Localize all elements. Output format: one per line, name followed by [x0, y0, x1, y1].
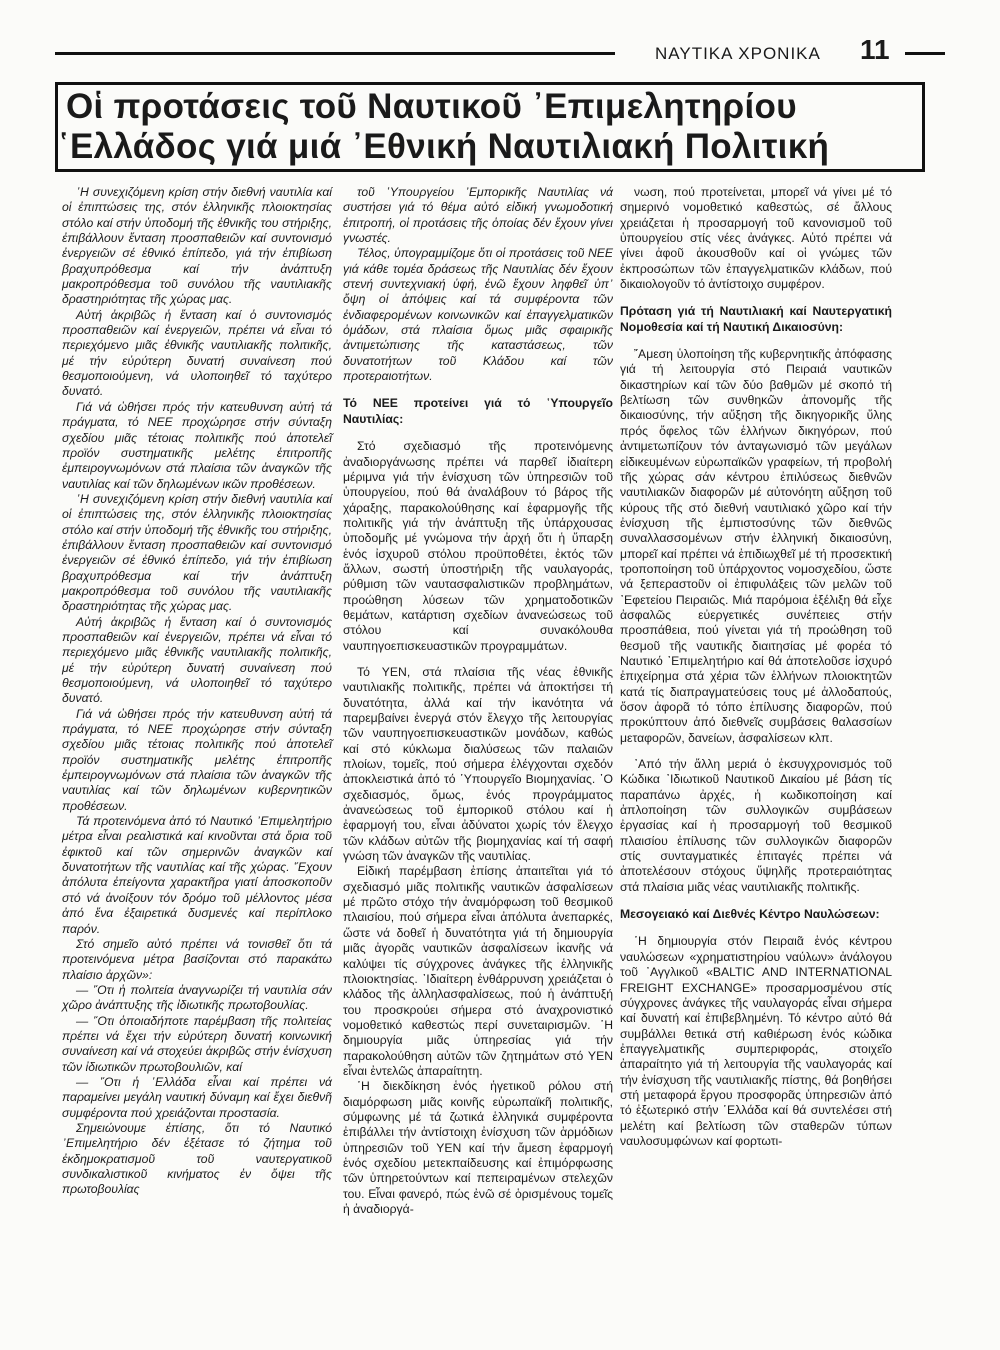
section-heading: Μεσογειακό καί Διεθνές Κέντρο Ναυλώσεων:	[620, 907, 880, 922]
paragraph: ῾Η συνεχιζόμενη κρίση στήν διεθνή ναυτιλία καί οἱ ἐπιπτώσεις της, στόν ἑλληνικῆς πλοιοκτησίας στόλο καί στήν ὑποδομή τῆς ἐθνικῆς του στήριξης, ἐπιβάλλουν ἔνταση προσπαθειῶν καί συντονισμό ἐνεργειῶν σέ ἐθνικό ἐπίπεδο, γιά τήν ἐπιβίωση βραχυπρόθεσμα καί τήν ἀνάπτυξη μακροπρόθεσμα τοῦ συνόλου τῆς ναυτιλιακῆς δραστηριότητας τῆς χώρας μας.	[62, 185, 332, 307]
headline-line-1: Οἱ προτάσεις τοῦ Ναυτικοῦ ᾿Επιμελητηρίου	[66, 87, 797, 126]
masthead-rule	[55, 52, 615, 55]
list-item: — ῞Οτι ὁποιαδήποτε παρέμβαση τῆς πολιτείας πρέπει νά ἔχει τήν εὐρύτερη δυνατή κοινωνική συναίνεση καί νά στοχεύει ἀκριβῶς στήν ἐνίσχυση τῶν ἰδιωτικῶν πρωτοβουλιῶν, καί	[62, 1013, 332, 1074]
paragraph: ῾Η διεκδίκηση ἑνός ἡγετικοῦ ρόλου στή διαμόρφωση μιᾶς κοινῆς εὐρωπαϊκῆ πολιτικῆς, σύμφωνης μέ τά ζωτικά ἑλληνικά συμφέροντα ἐπιβάλλει τήν ἀντίστοιχη ἐνίσχυση τῶν ἁρμόδιων ὑπηρεσιῶν τοῦ ΥΕΝ καί τήν ἄμεση ἐφαρμογή ἑνός σχεδίου μετεκπαίδευσης καί ἐπιμόρφωσης τῶν ὑπηρετούντων καί πεπειραμένων στελεχῶν του. Εἶναι φανερό, πώς ἐνῶ σέ ὁρισμένους τομεῖς ἡ ἀναδιοργά-	[343, 1079, 613, 1216]
paragraph: Σημειώνουμε ἐπίσης, ὅτι τό Ναυτικό ᾿Επιμελητήριο δέν ἐξέτασε τό ζήτημα τοῦ ἐκδημοκρατισμοῦ τοῦ ναυτεργατικοῦ συνδικαλιστικοῦ κινήματος ἐν ὄψει τῆς πρωτοβουλίας	[62, 1120, 332, 1197]
paragraph: Τό ΥΕΝ, στά πλαίσια τῆς νέας ἐθνικῆς ναυτιλιακῆς πολιτικῆς, πρέπει νά ἀποκτήσει τή δυνατότητα, ἀλλά καί τήν ἱκανότητα νά παρεμβαίνει ἐνεργά στόν ἔλεγχο τῆς λειτουργίας τῶν ναυπηγοεπισκευαστικῶν μονάδων, καθώς καί στό κύκλωμα διαλύσεως τῶν παλαιῶν πλοίων, τομεῖς, πού σήμερα ἐλέγχονται σχεδόν ἀποκλειστικά ἀπό τό ῾Υπουργεῖο Βιομηχανίας. ῾Ο σχεδιασμός, ὅμως, ἑνός προγράμματος ἀνανεώσεως τοῦ ἐμπορικοῦ στόλου καί ἡ ἐφαρμογή του, εἶναι ἀδύνατοι χωρίς τόν ἔλεγχο τῶν κλάδων αὐτῶν τῆς βιομηχανίας καί τή σαφή γνώση τῶν ἀναγκῶν τῆς ναυτιλίας.	[343, 664, 613, 864]
paragraph: Στό σχεδιασμό τῆς προτεινόμενης ἀναδιοργάνωσης πρέπει νά παρθεῖ ἰδιαίτερη μέριμνα γιά τήν ἐνίσχυση τῶν ὑπηρεσιῶν τοῦ ὑπουργείου, πού θά ἀναλάβουν τό βάρος τῆς χάραξης, παρακολούθησης καί ἐφαρμογῆς τῆς πολιτικῆς γιά τήν ἀνάπτυξη τῆς ὑπάρχουσας ὑποδομῆς μέ γνώμονα τήν ἀρχή ὅτι ἡ ὕπαρξη ἑνός ἰσχυροῦ στόλου προϋποθέτει, ἐκτός τῶν ἄλλων, σωστή ὑποστήριξη τῆς ναυλαγοράς, ρύθμιση τῶν ναυτασφαλιστικῶν προβλημάτων, προώθηση λύσεων τῶν χρηματοδοτικῶν θεμάτων, κατάρτιση σχεδίων ἀνανεώσεως τοῦ στόλου καί συνακόλουθα ναυπηγοεπισκευαστικῶν προγραμμάτων.	[343, 439, 613, 653]
paragraph: Αὐτή ἀκριβῶς ἡ ἔνταση καί ὁ συντονισμός προσπαθειῶν καί ἐνεργειῶν, πρέπει νά εἶναι τό περιεχόμενο μιᾶς ἐθνικῆς ναυτιλιακῆς πολιτικῆς, μέ τήν εὐρύτερη δυνατή συναίνεση πού θεσμοποιούμενη, νά υλοποιηθεῖ τό ταχύτερο δυνατό.	[62, 307, 332, 399]
headline-box	[55, 82, 925, 172]
column-3	[620, 185, 892, 1149]
masthead	[55, 34, 945, 70]
paragraph: Τέλος, ὑπογραμμίζομε ὅτι οἱ προτάσεις τοῦ ΝΕΕ γιά κάθε τομέα δράσεως τῆς Ναυτιλίας δέν ἔχουν στενή συντεχνιακή ὑφή, ἐνῶ ἔχουν ληφθεῖ ὑπ᾿ ὄψη οἱ ἀπόψεις καί τά συμφέροντα τῶν ἐνδιαφερομένων κοινωνικῶν καί ἐπαγγελματικῶν ὁμάδων, στά πλαίσια ὅμως μιᾶς σφαιρικῆς ἀντιμετώπισης τῆς καταστάσεως, τῶν δυνατοτήτων τοῦ Κλάδου καί τῶν προτεραιοτήτων.	[343, 246, 613, 384]
paragraph: ῾Η συνεχιζόμενη κρίση στήν διεθνή ναυτιλία καί οἱ ἐπιπτώσεις της, στόν ἑλληνικῆς πλοιοκτησίας στόλο καί στήν ὑποδομή τῆς ἐθνικῆς του στήριξης, ἐπιβάλλουν ἔνταση προσπαθειῶν καί συντονισμό ἐνεργειῶν σέ ἐθνικό ἐπίπεδο, γιά τήν ἐπιβίωση βραχυπρόθεσμα καί τήν ἀνάπτυξη μακροπρόθεσμα τοῦ συνόλου τῆς ναυτιλιακῆς δραστηριότητας τῆς χώρας μας.	[62, 491, 332, 614]
paragraph: Γιά νά ὠθήσει πρός τήν κατευθυνση αὐτή τά πράγματα, τό ΝΕΕ προχώρησε στήν σύνταξη σχεδίου μιᾶς τέτοιας πολιτικῆς πού ἀποτελεῖ προϊόν συστηματικῆς μελέτης ἐπιτροπῆς ἐμπειρογνωμόνων στά πλαίσια τῶν ἀναγκῶν τῆς ναυτιλίας καί τῶν δηλωμένων ικῶν προθέσεων.	[62, 399, 332, 491]
paragraph: ῎Αμεση ὑλοποίηση τῆς κυβερνητικῆς ἀπόφασης γιά τή λειτουργία στό Πειραιά ναυτικῶν δικαστηρίων καί τῶν δύο βαθμῶν μέ σκοπό τή βελτίωση τῶν συνθηκῶν ἀπονομῆς τῆς δικαιοσύνης, τήν αὔξηση τῆς δικηγορικῆς ὕλης πρός ὄφελος τῶν ἑλλήνων δικηγόρων, πού ἀντιμετωπίζουν τόν ἀνταγωνισμό τῶν μεγάλων εἰδικευμένων εὐρωπαϊκῶν γραφείων, τή προβολή τῆς χώρας σάν κέντρου ἐπιλύσεως διεθνῶν ναυτιλιακῶν διαφορῶν μέ αὐτονόητη αὔξηση τοῦ κύρους τῆς στό διεθνή ναυτιλιακό χῶρο καί τήν ἐνίσχυση τῆς ἐμπιστοσύνης τῶν διεθνῶς συναλλασσομένων στήν ἑλληνική δικαιοσύνη, μπορεῖ καί πρέπει νά ἐπιδιωχθεῖ μέ τή προσεκτική τροποποίηση τοῦ ὑπάρχοντος νομοσχεδίου, ὥστε νά ξεπεραστοῦν οἱ ἐπιφυλάξεις τῶν μελῶν τοῦ ᾿Εφετείου Πειραιῶς. Μιά παρόμοια ἐξέλιξη θά εἶχε ἀσφαλῶς εὐεργετικές συνέπειες στήν προσπάθεια, πού γίνεται γιά τή προώθηση τοῦ θεσμοῦ τῆς ναυτικῆς διαιτησίας μέ φορέα τό Ναυτικό ᾿Επιμελητήριο καί θά ἀποτελοῦσε ἰσχυρό ἐπιχείρημα στά χέρια τῶν ἑλλήνων πλοιοκτητῶν κατά τίς διαπραγματεύσεις τους μέ ἀλλοδαπούς, ὅσον ἀφορᾶ τό τόπο ἐπίλυσης διαφορῶν, πού προκύπτουν ἀπό διεθνεῖς συμβάσεις θαλασσίων μεταφορῶν, δανείων, ἀσφαλίσεων κλπ.	[620, 347, 892, 745]
section-heading: Πρόταση γιά τή Ναυτιλιακή καί Ναυτεργατική Νομοθεσία καί τή Ναυτική Δικαιοσύνη:	[620, 304, 892, 334]
section-heading: Τό ΝΕΕ προτείνει γιά τό ῾Υπουργεῖο Ναυτιλίας:	[343, 396, 613, 426]
headline-line-2: ῾Ελλάδος γιά μιά ᾿Εθνική Ναυτιλιακή Πολιτική	[58, 127, 830, 166]
paragraph: τοῦ ῾Υπουργείου ᾿Εμπορικῆς Ναυτιλίας νά συστήσει γιά τό θέμα αὐτό εἰδική γνωμοδοτική ἐπιτροπή, οἱ προτάσεις τῆς ὁποίας δέν ἔχουν γίνει γνωστές.	[343, 185, 613, 246]
paragraph: ῾Η δημιουργία στόν Πειραιᾶ ἑνός κέντρου ναυλώσεων «χρηματιστηρίου ναύλων» ἀνάλογου τοῦ ᾿Αγγλικοῦ «BALTIC AND INTERNATIONAL FREIGHT EXCHANGE» προσαρμοσμένου στίς σύγχρονες ἀνάγκες τῆς ναυλαγοράς εἶναι σήμερα καί δυνατή καί ἐπιβεβλημένη. Τό κέντρο αὐτό θά συμβάλλει θετικά στή καθιέρωση ἑνός κώδικα ἐπαγγελματικῆς συμπεριφοράς, στοιχεῖο ἀπαραίτητο γιά τή λειτουργία τῆς ναυλαγοράς καί τήν ἐνίσχυση τῆς ναυτιλιακῆς πίστης, θά βοηθήσει στή μεταφορά ἔργου προσφορᾶς ὑπηρεσιῶν ἀπό τό ἐξωτερικό στήν ῾Ελλάδα καί θά συντελέσει στή μελέτη καί βελτίωση τῶν σταθερῶν τύπων ναυλοσυμφώνων καί φορτωτι-	[620, 934, 892, 1148]
paragraph: Αὐτή ἀκριβῶς ἡ ἔνταση καί ὁ συντονισμός προσπαθειῶν καί ἐνεργειῶν, πρέπει νά εἶναι τό περιεχόμενο μιᾶς ἐθνικῆς ναυτιλιακῆς πολιτικῆς, μέ τήν εὐρύτερη δυνατή συναίνεση πού θεσμοποιούμενη, νά υλοποιηθεῖ τό ταχύτερο δυνατό.	[62, 614, 332, 706]
masthead-rule-right	[905, 52, 945, 55]
list-item: — ῞Οτι ἡ πολιτεία ἀναγνωρίζει τή ναυτιλία σάν χῶρο ἀνάπτυξης τῆς ἰδιωτικῆς πρωτοβουλίας.	[62, 982, 332, 1013]
paragraph: ᾿Από τήν ἄλλη μεριά ὁ ἐκσυγχρονισμός τοῦ Κώδικα ᾿Ιδιωτικοῦ Ναυτικοῦ Δικαίου μέ βάση τίς παραπάνω ἀρχές, ἡ κωδικοποίηση καί ἀπλοποίηση τῶν συλλογικῶν συμβάσεων ἐργασίας καί ἡ προσαρμογή τοῦ θεσμικοῦ πλαισίου ἐπίλυσης τῶν συλλογικῶν διαφορῶν στίς συνταγματικές ἐπιταγές πρέπει νά ἀποτελέσουν στόχους ὕψηλῆς προτεραιότητας στά πλαίσια μιᾶς νέας ναυτιλιακῆς πολιτικῆς.	[620, 757, 892, 894]
page-number: 11	[860, 34, 890, 65]
paragraph: Στό σημεῖο αὐτό πρέπει νά τονισθεῖ ὅτι τά προτεινόμενα μέτρα βασίζονται στό παρακάτω πλαίσιο ἀρχῶν»:	[62, 936, 332, 982]
publication-name: ΝΑΥΤΙΚΑ ΧΡΟΝΙΚΑ	[655, 44, 821, 63]
column-1	[62, 185, 332, 1198]
paragraph: Εἰδική παρέμβαση ἐπίσης ἀπαιτεῖται γιά τό σχεδιασμό μιᾶς πολιτικῆς ναυτικῶν ἀσφαλίσεων μέ πρῶτο στόχο τήν ἀναμόρφωση τοῦ θεσμικοῦ πλαισίου, πού σήμερα εἶναι ἀπόλυτα ἀνεπαρκές, ὥστε νά δοθεῖ ἡ δυνατότητα γιά τή δημιουργία μιᾶς ἀγορᾶς ναυτικῶν ἀσφαλίσεων ἱκανῆς νά καλύψει τίς σύγχρονες ἀνάγκες τῆς ἑλληνικῆς πλοιοκτησίας. ᾿Ιδιαίτερη ἐνθάρρυνση χρειάζεται ὁ κλάδος τῆς ἀλληλασφαλίσεως, πού ἡ ἀνάπτυξή του προσκρούει σήμερα στό ἀναχρονιστικό νομοθετικό καθεστώς περί συνεταιρισμῶν. ῾Η δημιουργία μιᾶς ὑπηρεσίας γιά τήν παρακολούθηση αὐτῶν τῶν ζητημάτων στό ΥΕΝ εἶναι ἐντελῶς ἀπαραίτητη.	[343, 864, 613, 1078]
paragraph: Τά προτεινόμενα ἀπό τό Ναυτικό ᾿Επιμελητήριο μέτρα εἶναι ρεαλιστικά καί κινοῦνται στά ὅρια τοῦ ἐφικτοῦ καί τῶν σημερινῶν ἀναγκῶν καί δυνατοτήτων τῆς ναυτιλίας καί τῆς χώρας. ῞Εχουν ἀπόλυτα ἐπείγοντα χαρακτῆρα γιατί ἀποσκοποῦν στό νά ἀνοίξουν τόν δρόμο τοῦ μέλλοντος μέσα ἀπό ἕνα ἐξαιρετικά δυσμενές καί περίπλοκο παρόν.	[62, 814, 332, 936]
column-2	[343, 185, 613, 1217]
paragraph: νωση, πού προτείνεται, μπορεῖ νά γίνει μέ τό σημερινό νομοθετικό καθεστώς, σέ ἄλλους χρειάζεται ἡ προσαρμογή τοῦ κανονισμοῦ τοῦ ὑπουργείου στίς νέες ἀνάγκες. Αὐτό πρέπει νά γίνει ἀφοῦ ἀκουσθοῦν καί οἱ γνώμες τῶν ἐκπροσώπων τῶν ἐπαγγελματικῶν κλάδων, πού δικαιολογοῦν τό ἀντίστοιχο συμφέρον.	[620, 185, 892, 292]
paragraph: Γιά νά ὠθήσει πρός τήν κατευθυνση αὐτή τά πράγματα, τό ΝΕΕ προχώρησε στήν σύνταξη σχεδίου μιᾶς τέτοιας πολιτικῆς πού ἀποτελεῖ προϊόν συστηματικῆς μελέτης ἐπιτροπῆς ἐμπειρογνωμόνων στά πλαίσια τῶν ἀναγκῶν τῆς ναυτιλίας καί τῶν δηλωμένων κυβερνητικῶν προθέσεων.	[62, 706, 332, 813]
list-item: — ῞Οτι ἡ ῾Ελλάδα εἶναι καί πρέπει νά παραμείνει μεγάλη ναυτική δύναμη καί ἔχει διεθνῆ συμφέροντα πού χρειάζονται προστασία.	[62, 1074, 332, 1120]
